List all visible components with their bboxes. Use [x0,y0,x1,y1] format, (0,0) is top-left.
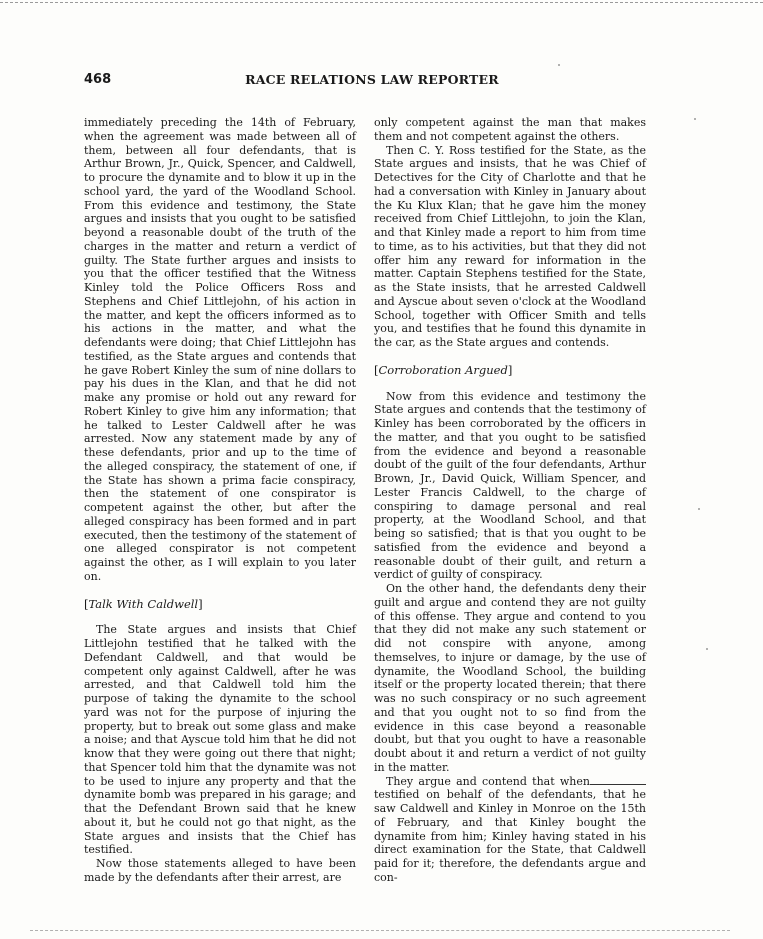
paragraph: Then C. Y. Ross testified for the State, as the State argues and insists, that he was Chief of Detectives for the City of Charlotte and that he had a conversation with Kinley in January about the Ku Klux Klan; that he gave him the money received from Chief Littlejohn, to join the Klan, and that Kinley made a report to him from time to time, as to his activities, but that they did not offer him any reward for information in the matter. Captain Stephens testified for the State, as the State insists, that he arrested Caldwell and Ayscue about seven o'clock at the Woodland School, together with Officer Smith and tells you, and testifies that he found this dynamite in the car, as the State argues and contends. [374,143,646,349]
page-header [84,72,660,92]
right-column [374,116,646,885]
left-column [84,116,356,885]
scan-speck [706,648,708,650]
paragraph: immediately preceding the 14th of February, when the agreement was made between all of them, between all four defendants, that is Arthur Brown, Jr., Quick, Spencer, and Caldwell, to procure the dynamite and to blow it up in the school yard, the yard of the Woodland School. From this evidence and testimony, the State argues and insists that you ought to be satisfied beyond a reasonable doubt of the truth of the charges in the matter and return a verdict of guilty. The State further argues and insists to you that the officer testified that the Witness Kinley told the Police Officers Ross and Stephens and Chief Littlejohn, of his action in the matter, and kept the officers informed as to his actions in the matter, and what the defendants were doing; that Chief Littlejohn has testified, as the State argues and contends that he gave Robert Kinley the sum of nine dollars to pay his dues in the Klan, and that he did not make any promise or hold out any reward for Robert Kinley to give him any information; that he talked to Lester Caldwell after he was arrested. Now any statement made by any of these defendants, prior and up to the time of the alleged conspiracy, the statement of one, if the State has shown a prima facie conspiracy, then the statement of one conspirator is competent against the other, but after the alleged conspiracy has been formed and in part executed, then the testimony of the statement of one alleged conspirator is not competent against the other, as I will explain to you later on. [84,116,356,583]
section-heading: [Talk With Caldwell] [84,596,203,611]
page-number: 468 [84,72,112,87]
blank-name-line [590,776,646,785]
paragraph-end: testified on behalf of the defendants, that he saw Caldwell and Kinley in Monroe on the 15th of February, and that Kinley bought the dynamite from him; Kinley having stated in his direct examination for the State, that Caldwell paid for it; therefore, the defendants argue and con- [374,788,646,884]
scan-edge-bottom [30,930,730,931]
scan-speck [694,118,696,120]
paragraph: Now those statements alleged to have been made by the defendants after their arrest, are [84,857,356,884]
paragraph-start: They argue and contend that when [386,774,590,788]
paragraph: On the other hand, the defendants deny their guilt and argue and contend they are not guilty of this offense. They argue and contend to you that they did not make any such statement or did not conspire with anyone, among themselves, to injure or damage, by the use of dynamite, the Woodland School, the building itself or the property located therein; that there was no such conspiracy or no such agreement and that you ought not to so find from the evidence in this case beyond a reasonable doubt, but that you ought to have a reasonable doubt about it and return a verdict of not guilty in the matter. [374,582,646,774]
section-heading-text: Talk With Caldwell [88,596,199,611]
scan-edge-top [0,2,763,3]
scan-speck [558,64,560,66]
paragraph: only competent against the man that makes them and not competent against the others. [374,116,646,143]
paragraph [374,775,646,885]
running-head: RACE RELATIONS LAW REPORTER [245,72,499,87]
section-heading-text: Corroboration Argued [378,362,508,377]
section-heading: [Corroboration Argued] [374,362,513,377]
paragraph: Now from this evidence and testimony the State argues and contends that the testimony of Kinley has been corroborated by the officers in the matter, and that you ought to be satisfied from the evidence and beyond a reasonable doubt of the guilt of the four defendants, Arthur Brown, Jr., David Quick, William Spencer, and Lester Francis Caldwell, to the charge of conspiring to damage personal and real property, at the Woodland School, and that being so satisfied; that is that you ought to be satisfied from the evidence and beyond a reasonable doubt of their guilt, and return a verdict of guilty of conspiracy. [374,389,646,582]
scan-speck [698,508,700,510]
paragraph: The State argues and insists that Chief Littlejohn testified that he talked with the Defendant Caldwell, and that would be competent only against Caldwell, after he was arrested, and that Caldwell told him the purpose of taking the dynamite to the school yard was not for the purpose of injuring the property, but to break out some glass and make a noise; and that Ayscue told him that he did not know that they were going out there that night; that Spencer told him that the dynamite was not to be used to injure any property and that the dynamite bomb was prepared in his garage; and that the Defendant Brown said that he knew about it, but he could not go that night, as the State argues and insists that the Chief has testified. [84,623,356,857]
